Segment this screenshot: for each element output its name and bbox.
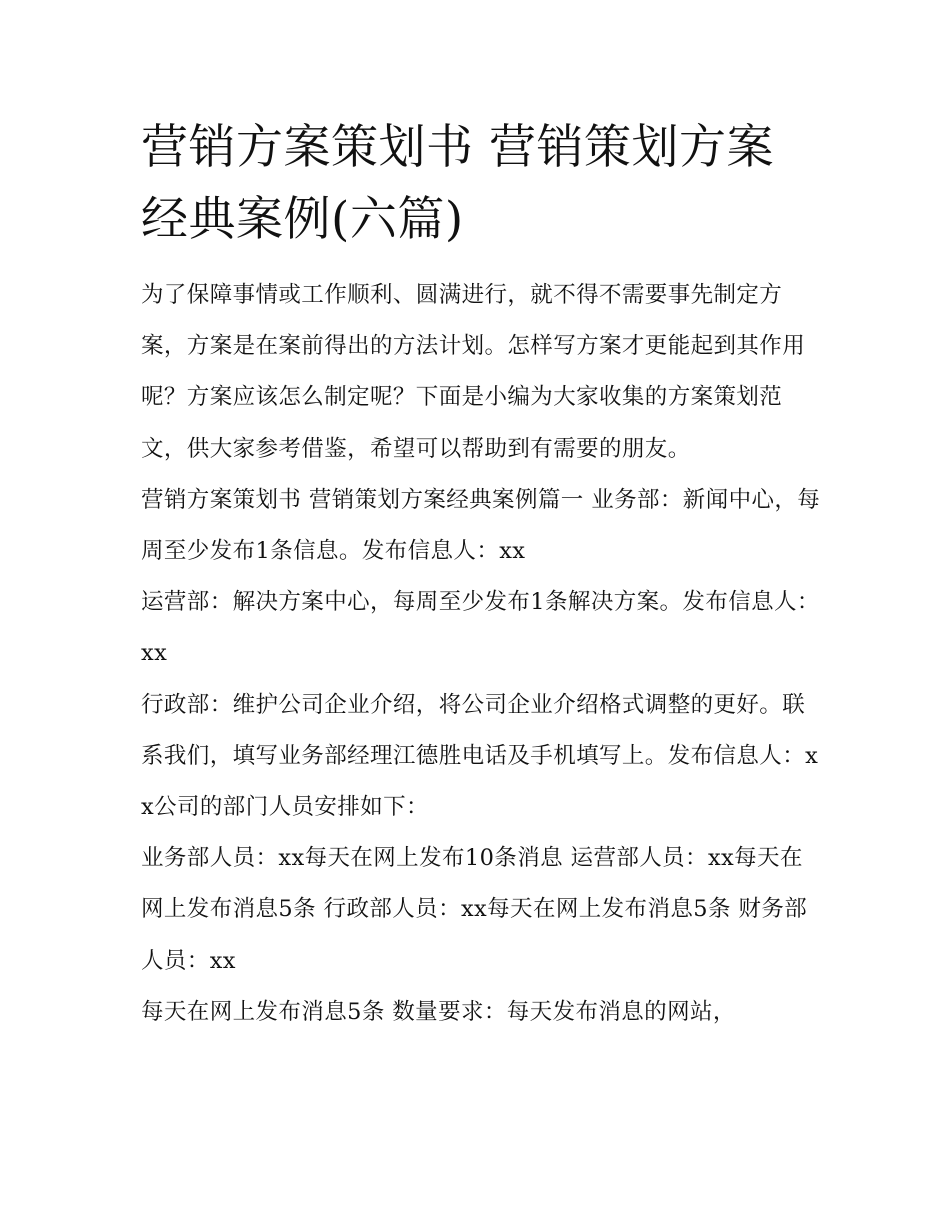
staff-assignment-paragraph: 业务部人员：xx每天在网上发布10条消息 运营部人员：xx每天在网上发布消息5条 行政部人员：xx每天在网上发布消息5条 财务部人员：xx bbox=[141, 845, 808, 974]
intro-paragraph: 为了保障事情或工作顺利、圆满进行，就不得不需要事先制定方案，方案是在案前得出的方法计划。怎样写方案才更能起到其作用呢？方案应该怎么制定呢？下面是小编为大家收集的方案策划范文，供大家参考借鉴，希望可以帮助到有需要的朋友。 bbox=[141, 282, 806, 462]
business-dept-paragraph: 营销方案策划书 营销策划方案经典案例篇一 业务部：新闻中心，每周至少发布1条信息。发布信息人：xx bbox=[141, 486, 821, 565]
admin-dept-paragraph: 行政部：维护公司企业介绍，将公司企业介绍格式调整的更好。联系我们，填写业务部经理江德胜电话及手机填写上。发布信息人：xx公司的部门人员安排如下： bbox=[141, 691, 819, 821]
document-body bbox=[141, 112, 821, 1038]
quantity-requirement-paragraph: 每天在网上发布消息5条 数量要求：每天发布消息的网站， bbox=[141, 998, 736, 1025]
document-title: 营销方案策划书 营销策划方案经典案例(六篇) bbox=[141, 120, 774, 247]
operations-dept-paragraph: 运营部：解决方案中心，每周至少发布1条解决方案。发布信息人：xx bbox=[141, 589, 820, 667]
